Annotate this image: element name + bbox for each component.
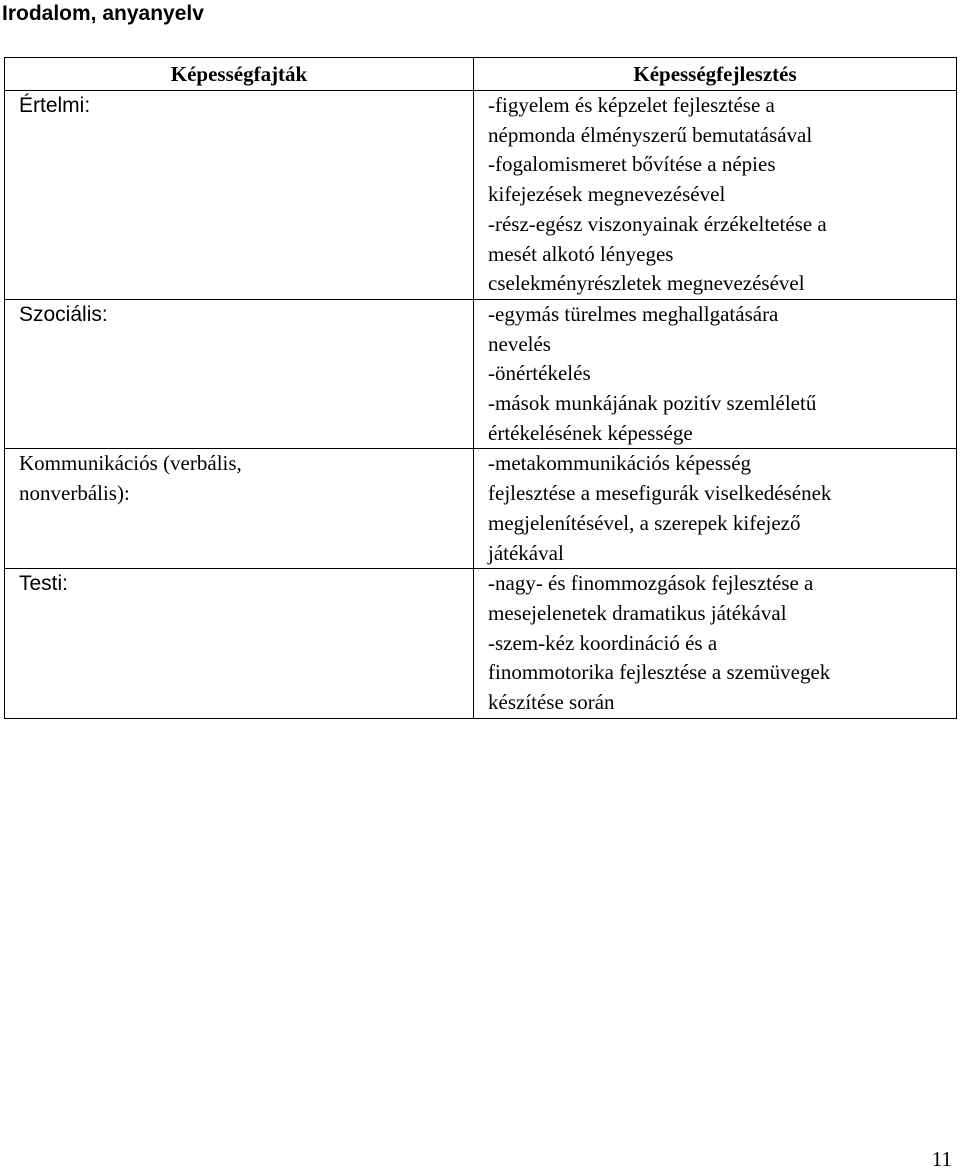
table-row: [5, 299, 957, 449]
table-header-row: [5, 58, 957, 91]
row-content-cell: [474, 449, 957, 569]
row-label-cell: [5, 569, 474, 719]
content-line: -nagy- és finommozgások fejlesztése a: [488, 571, 814, 596]
content-line: -mások munkájának pozitív szemléletű: [488, 391, 817, 416]
content-line: finommotorika fejlesztése a szemüvegek: [488, 660, 831, 685]
content-line: játékával: [488, 540, 564, 565]
row-label-cell: [5, 449, 474, 569]
row-content-cell: [474, 569, 957, 719]
row-label-line: nonverbális):: [19, 481, 130, 506]
row-label-cell: [5, 91, 474, 300]
page-number: 11: [931, 1147, 952, 1171]
content-line: -szem-kéz koordináció és a: [488, 630, 718, 655]
content-line: készítése során: [488, 690, 615, 715]
table-row: [5, 449, 957, 569]
content-line: -metakommunikációs képesség: [488, 451, 752, 476]
content-line: -önértékelés: [488, 361, 591, 386]
row-label-social: Szociális:: [19, 302, 108, 326]
content-line: mesejelenetek dramatikus játékával: [488, 600, 787, 625]
row-label-line: Kommunikációs (verbális,: [19, 451, 242, 476]
content-line: -rész-egész viszonyainak érzékeltetése a: [488, 211, 827, 236]
table-row: [5, 91, 957, 300]
content-line: kifejezések megnevezésével: [488, 182, 726, 207]
row-content-cell: [474, 299, 957, 449]
section-title: Irodalom, anyanyelv: [2, 2, 204, 25]
content-line: -fogalomismeret bővítése a népies: [488, 152, 776, 177]
content-line: mesét alkotó lényeges: [488, 241, 674, 266]
row-label-communicative: [19, 449, 465, 508]
row-label-cognitive: Értelmi:: [19, 94, 91, 117]
content-line: -egymás türelmes meghallgatására: [488, 301, 779, 326]
content-line: nevelés: [488, 331, 551, 356]
content-line: népmonda élményszerű bemutatásával: [488, 122, 813, 147]
row-label-physical: Testi:: [19, 572, 69, 596]
header-skill-development: Képességfejlesztés: [474, 58, 957, 91]
content-line: -figyelem és képzelet fejlesztése a: [488, 93, 775, 117]
content-line: fejlesztése a mesefigurák viselkedésének: [488, 481, 832, 506]
header-skill-types: Képességfajták: [5, 58, 474, 91]
table-row: [5, 569, 957, 719]
content-line: megjelenítésével, a szerepek kifejező: [488, 510, 801, 535]
row-label-cell: [5, 299, 474, 449]
content-line: értékelésének képessége: [488, 420, 693, 445]
row-content-cell: [474, 91, 957, 300]
skills-table: [4, 57, 957, 719]
content-line: cselekményrészletek megnevezésével: [488, 271, 805, 296]
